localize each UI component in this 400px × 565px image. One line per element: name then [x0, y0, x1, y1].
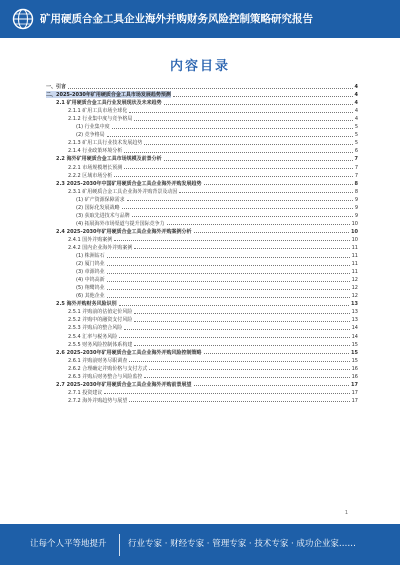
toc-entry-title: 2.5.5 财务风险控制体系构建 — [68, 341, 133, 348]
toc-entry[interactable] — [46, 130, 358, 138]
toc-entry-title: (4) 中钨高新 — [76, 277, 105, 284]
toc-entry[interactable] — [46, 267, 358, 275]
page-footer — [0, 524, 400, 565]
toc-entry-title: 二、2025-2030年矿用硬质合金工具市场发展趋势预测 — [46, 92, 171, 99]
toc-entry[interactable] — [46, 90, 358, 98]
toc-entry[interactable] — [46, 203, 358, 211]
toc-entry[interactable] — [46, 243, 358, 251]
toc-leader-dots — [104, 393, 349, 394]
toc-entry-title: 2.6.1 并购前财务尽职调查 — [68, 357, 128, 364]
toc-leader-dots — [194, 232, 350, 233]
toc-leader-dots — [129, 112, 352, 113]
toc-entry[interactable] — [46, 348, 358, 356]
toc-leader-dots — [129, 361, 349, 362]
toc-entry[interactable] — [46, 122, 358, 130]
toc-leader-dots — [144, 377, 349, 378]
toc-entry[interactable] — [46, 195, 358, 203]
toc-entry[interactable] — [46, 138, 358, 146]
toc-entry[interactable] — [46, 235, 358, 243]
footer-expert-list: 行业专家 · 财经专家 · 管理专家 · 技术专家 · 成功企业家…… — [128, 539, 356, 549]
toc-leader-dots — [122, 208, 353, 209]
toc-leader-dots — [164, 160, 353, 161]
toc-entry-title: (2) 厦门钨业 — [76, 261, 105, 268]
toc-entry-page: 13 — [351, 301, 358, 308]
footer-divider — [119, 534, 120, 556]
toc-entry[interactable] — [46, 154, 358, 162]
toc-entry-page: 4 — [354, 92, 358, 99]
toc-entry-title: (2) 国际化发展战略 — [76, 204, 120, 211]
toc-entry-page: 12 — [351, 277, 358, 284]
toc-entry[interactable] — [46, 162, 358, 170]
toc-leader-dots — [204, 353, 350, 354]
toc-entry-title: 2.6 2025-2030年矿用硬质合金工具企业海外并购风险控制策略 — [56, 349, 202, 356]
toc-entry[interactable] — [46, 372, 358, 380]
toc-entry[interactable] — [46, 187, 358, 195]
toc-entry[interactable] — [46, 380, 358, 388]
toc-entry-page: 4 — [354, 84, 358, 91]
toc-entry[interactable] — [46, 259, 358, 267]
toc-leader-dots — [107, 297, 350, 298]
toc-leader-dots — [107, 289, 350, 290]
toc-entry-title: 2.7.2 海外并购趋势与展望 — [68, 397, 128, 404]
toc-entry-page: 9 — [354, 212, 358, 219]
toc-entry-title: 2.1.1 矿用工具市场全球化 — [68, 108, 128, 115]
toc-entry[interactable] — [46, 396, 358, 404]
toc-entry-page: 4 — [354, 116, 358, 123]
toc-leader-dots — [134, 321, 349, 322]
toc-entry-page: 4 — [354, 108, 358, 115]
toc-entry-title: 2.4 2025-2030年矿用硬质合金工具企业海外并购案例分析 — [56, 228, 192, 235]
toc-leader-dots — [107, 257, 350, 258]
toc-entry-page: 5 — [354, 140, 358, 147]
toc-leader-dots — [112, 128, 353, 129]
toc-entry-title: 2.7.1 投资建议 — [68, 389, 103, 396]
toc-entry-page: 8 — [354, 188, 358, 195]
toc-entry[interactable] — [46, 364, 358, 372]
toc-leader-dots — [179, 192, 352, 193]
toc-entry-title: 2.5.3 并购后的整合风险 — [68, 325, 123, 332]
toc-entry-title: (1) 矿产资源保障需求 — [76, 196, 125, 203]
toc-entry-page: 10 — [351, 228, 358, 235]
toc-entry-title: (5) 翔鹭钨业 — [76, 285, 105, 292]
toc-leader-dots — [114, 176, 353, 177]
toc-entry-page: 17 — [351, 397, 358, 404]
toc-entry-title: 2.5.4 汇率与税务风险 — [68, 333, 118, 340]
toc-entry-page: 15 — [351, 349, 358, 356]
toc-leader-dots — [132, 216, 353, 217]
toc-entry-page: 8 — [354, 180, 358, 187]
toc-entry[interactable] — [46, 171, 358, 179]
toc-entry-title: 2.5 海外并购财务风险识别 — [56, 301, 117, 308]
toc-entry[interactable] — [46, 291, 358, 299]
toc-leader-dots — [114, 240, 349, 241]
toc-entry-page: 12 — [351, 285, 358, 292]
toc-entry[interactable] — [46, 307, 358, 315]
toc-entry-page: 6 — [354, 148, 358, 155]
toc-entry-page: 7 — [354, 172, 358, 179]
toc-entry[interactable] — [46, 82, 358, 90]
toc-entry[interactable] — [46, 323, 358, 331]
report-title: 矿用硬质合金工具企业海外并购财务风险控制策略研究报告 — [40, 13, 313, 25]
toc-entry-title: 2.2.2 区域市场分析 — [68, 172, 113, 179]
toc-leader-dots — [129, 401, 349, 402]
toc-entry[interactable] — [46, 106, 358, 114]
toc-leader-dots — [194, 385, 350, 386]
toc-entry-title: (2) 竞争格局 — [76, 132, 105, 139]
toc-entry[interactable] — [46, 227, 358, 235]
toc-entry[interactable] — [46, 315, 358, 323]
toc-entry-page: 10 — [351, 236, 358, 243]
toc-entry-page: 9 — [354, 204, 358, 211]
toc-entry-title: (3) 获取先进技术与品牌 — [76, 212, 130, 219]
toc-leader-dots — [134, 248, 349, 249]
toc-entry[interactable] — [46, 114, 358, 122]
toc-entry[interactable] — [46, 219, 358, 227]
toc-entry-page: 17 — [351, 389, 358, 396]
toc-entry-title: 2.4.1 国外并购案例 — [68, 236, 113, 243]
toc-entry-title: (3) 章源钨业 — [76, 269, 105, 276]
toc-entry-page: 5 — [354, 132, 358, 139]
toc-entry-title: 2.5.1 并购前的估值定价风险 — [68, 309, 133, 316]
toc-entry-title: 2.4.2 国内企业海外并购案例 — [68, 244, 133, 251]
toc-entry-title: 2.2.1 市场规模增长预测 — [68, 164, 123, 171]
toc-entry-page: 5 — [354, 124, 358, 131]
toc-entry-page: 7 — [354, 164, 358, 171]
toc-entry-page: 15 — [351, 341, 358, 348]
footer-slogan: 让每个人平等地提升 — [30, 539, 107, 549]
toc-leader-dots — [119, 305, 349, 306]
toc-entry[interactable] — [46, 98, 358, 106]
toc-entry-title: 2.3.1 矿用硬质合金工具企业海外并购背景及动因 — [68, 188, 178, 195]
toc-entry-page: 14 — [351, 325, 358, 332]
toc-entry-title: 2.5.2 并购中的融资支付风险 — [68, 317, 133, 324]
toc-entry[interactable] — [46, 340, 358, 348]
toc-entry-title: 2.1.3 矿用工具行业技术发展趋势 — [68, 140, 143, 147]
toc-leader-dots — [119, 337, 349, 338]
toc-leader-dots — [173, 96, 353, 97]
toc-entry-title: 2.7 2025-2030年矿用硬质合金工具企业海外并购前景展望 — [56, 381, 192, 388]
toc-entry-page: 13 — [351, 309, 358, 316]
toc-entry[interactable] — [46, 211, 358, 219]
toc-leader-dots — [68, 88, 353, 89]
toc-entry[interactable] — [46, 388, 358, 396]
toc-entry[interactable] — [46, 179, 358, 187]
table-of-contents — [46, 82, 358, 404]
toc-leader-dots — [167, 224, 350, 225]
toc-entry-page: 11 — [351, 253, 358, 260]
toc-entry-title: 2.6.3 并购后财务整合与风险监控 — [68, 373, 143, 380]
toc-entry[interactable] — [46, 283, 358, 291]
toc-leader-dots — [107, 265, 350, 266]
toc-entry-title: (6) 其他企业 — [76, 293, 105, 300]
toc-entry-page: 14 — [351, 333, 358, 340]
toc-entry-page: 16 — [351, 365, 358, 372]
toc-leader-dots — [134, 345, 349, 346]
toc-leader-dots — [204, 184, 353, 185]
toc-entry[interactable] — [46, 331, 358, 339]
toc-entry-title: 2.1 矿用硬质合金工具行业发展现状及未来趋势 — [56, 100, 162, 107]
toc-entry[interactable] — [46, 299, 358, 307]
toc-entry-page: 13 — [351, 317, 358, 324]
page-number: 1 — [344, 510, 348, 516]
toc-entry-title: 2.6.2 合理确定并购价格与支付方式 — [68, 365, 148, 372]
toc-entry-title: (1) 株洲钻石 — [76, 253, 105, 260]
toc-entry-page: 12 — [351, 293, 358, 300]
toc-entry-title: 2.2 海外矿用硬质合金工具市场规模及前景分析 — [56, 156, 162, 163]
toc-entry-page: 11 — [351, 269, 358, 276]
toc-entry-title: 2.1.2 行业集中度与竞争格局 — [68, 116, 133, 123]
toc-leader-dots — [124, 168, 353, 169]
toc-leader-dots — [107, 136, 353, 137]
toc-leader-dots — [164, 104, 353, 105]
toc-leader-dots — [107, 273, 350, 274]
toc-leader-dots — [107, 281, 350, 282]
toc-entry[interactable] — [46, 146, 358, 154]
toc-leader-dots — [149, 369, 349, 370]
toc-entry-page: 11 — [351, 244, 358, 251]
toc-leader-dots — [144, 144, 352, 145]
toc-entry-page: 7 — [354, 156, 358, 163]
toc-entry-title: 2.1.4 行业政策环境分析 — [68, 148, 123, 155]
toc-entry-title: (4) 拓展海外市场渠道与提升国际竞争力 — [76, 220, 165, 227]
toc-entry-title: 2.3 2025-2030年中国矿用硬质合金工具企业海外并购发展趋势 — [56, 180, 202, 187]
toc-entry-page: 4 — [354, 100, 358, 107]
toc-entry-page: 10 — [351, 220, 358, 227]
toc-entry[interactable] — [46, 251, 358, 259]
toc-entry-page: 9 — [354, 196, 358, 203]
toc-entry-page: 16 — [351, 373, 358, 380]
toc-entry-title: 一、引言 — [46, 84, 67, 91]
toc-leader-dots — [134, 120, 352, 121]
toc-leader-dots — [134, 313, 349, 314]
toc-entry[interactable] — [46, 275, 358, 283]
toc-leader-dots — [124, 152, 353, 153]
globe-logo-icon — [12, 8, 34, 30]
toc-entry[interactable] — [46, 356, 358, 364]
toc-entry-page: 17 — [351, 381, 358, 388]
toc-leader-dots — [127, 200, 353, 201]
toc-entry-page: 15 — [351, 357, 358, 364]
toc-entry-title: (1) 行业集中度 — [76, 124, 110, 131]
page-header — [0, 0, 400, 38]
toc-entry-page: 11 — [351, 261, 358, 268]
toc-leader-dots — [124, 329, 349, 330]
toc-heading: 内容目录 — [169, 59, 230, 74]
